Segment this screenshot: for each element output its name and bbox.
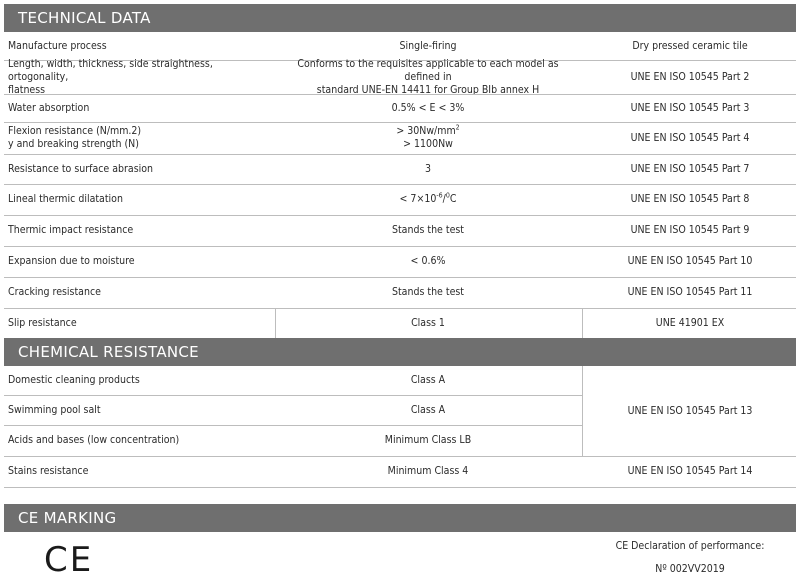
- row-stains-norm: UNE EN ISO 10545 Part 14: [627, 465, 753, 477]
- row-cracking-name: Cracking resistance: [8, 286, 101, 298]
- row-dimensions-name: Length, width, thickness, side straightness, ortogonality, flatness: [8, 57, 213, 96]
- row-abrasion-norm: UNE EN ISO 10545 Part 7: [630, 162, 750, 175]
- column-divider: [582, 308, 583, 338]
- row-water-norm: UNE EN ISO 10545 Part 3: [630, 101, 750, 114]
- row-manufacture-value: Single-firing: [399, 39, 457, 52]
- ce-declaration-label: CE Declaration of performance:: [615, 540, 765, 552]
- row-moisture-value: < 0.6%: [410, 255, 446, 267]
- ce-declaration-number: Nº 002VV2019: [655, 563, 725, 575]
- chemical-resistance-header: CHEMICAL RESISTANCE: [4, 338, 796, 366]
- row-water-value: 0.5% < E < 3%: [391, 101, 465, 114]
- row-thermic-impact-norm: UNE EN ISO 10545 Part 9: [630, 224, 750, 236]
- row-cracking-value: Stands the test: [391, 286, 465, 298]
- technical-data-header: TECHNICAL DATA: [4, 4, 796, 32]
- row-manufacture-norm: Dry pressed ceramic tile: [632, 39, 748, 52]
- row-pool-salt-value: Class A: [410, 403, 446, 416]
- ce-logo: CE: [44, 540, 94, 580]
- row-dilatation-value: < $7\times 10^{-6}/^0C$: [399, 191, 457, 205]
- row-flexion-value: > $30Nw/mm^2$ > 1100Nw: [396, 123, 460, 150]
- row-dilatation-name: Lineal thermic dilatation: [8, 193, 123, 205]
- row-slip-value: Class 1: [411, 316, 445, 329]
- row-pool-salt-name: Swimming pool salt: [8, 403, 101, 416]
- row-moisture-norm: UNE EN ISO 10545 Part 10: [627, 255, 753, 267]
- row-slip-norm: UNE 41901 EX: [655, 316, 725, 329]
- row-stains-name: Stains resistance: [8, 465, 89, 477]
- row-thermic-impact-name: Thermic impact resistance: [8, 224, 134, 236]
- row-acids-value: Minimum Class LB: [384, 434, 472, 446]
- row-domestic-value: Class A: [410, 374, 446, 386]
- column-divider: [275, 308, 276, 338]
- row-dimensions-norm: UNE EN ISO 10545 Part 2: [630, 70, 750, 83]
- row-flexion-name: Flexion resistance (N/mm.2) y and breaking strength (N): [8, 125, 142, 150]
- row-cracking-norm: UNE EN ISO 10545 Part 11: [627, 286, 753, 298]
- row-acids-name: Acids and bases (low concentration): [8, 434, 180, 446]
- row-abrasion-value: 3: [424, 162, 431, 175]
- row-flexion-norm: UNE EN ISO 10545 Part 4: [630, 131, 750, 144]
- row-thermic-impact-value: Stands the test: [391, 224, 465, 236]
- row-abrasion-name: Resistance to surface abrasion: [8, 162, 154, 175]
- row-dimensions-value: Conforms to the requisites applicable to each model as defined in standard UNE-EN 14411 for Group BIb annex H: [297, 57, 559, 96]
- row-moisture-name: Expansion due to moisture: [8, 255, 135, 267]
- chemical-group-norm: UNE EN ISO 10545 Part 13: [627, 404, 753, 417]
- row-stains-value: Minimum Class 4: [387, 465, 469, 477]
- row-divider: [4, 487, 796, 488]
- column-divider: [582, 366, 583, 456]
- row-domestic-name: Domestic cleaning products: [8, 374, 140, 386]
- row-manufacture-name: Manufacture process: [8, 39, 107, 52]
- ce-marking-header: CE MARKING: [4, 504, 796, 532]
- row-slip-name: Slip resistance: [8, 316, 77, 329]
- row-water-name: Water absorption: [8, 101, 90, 114]
- row-dilatation-norm: UNE EN ISO 10545 Part 8: [630, 193, 750, 205]
